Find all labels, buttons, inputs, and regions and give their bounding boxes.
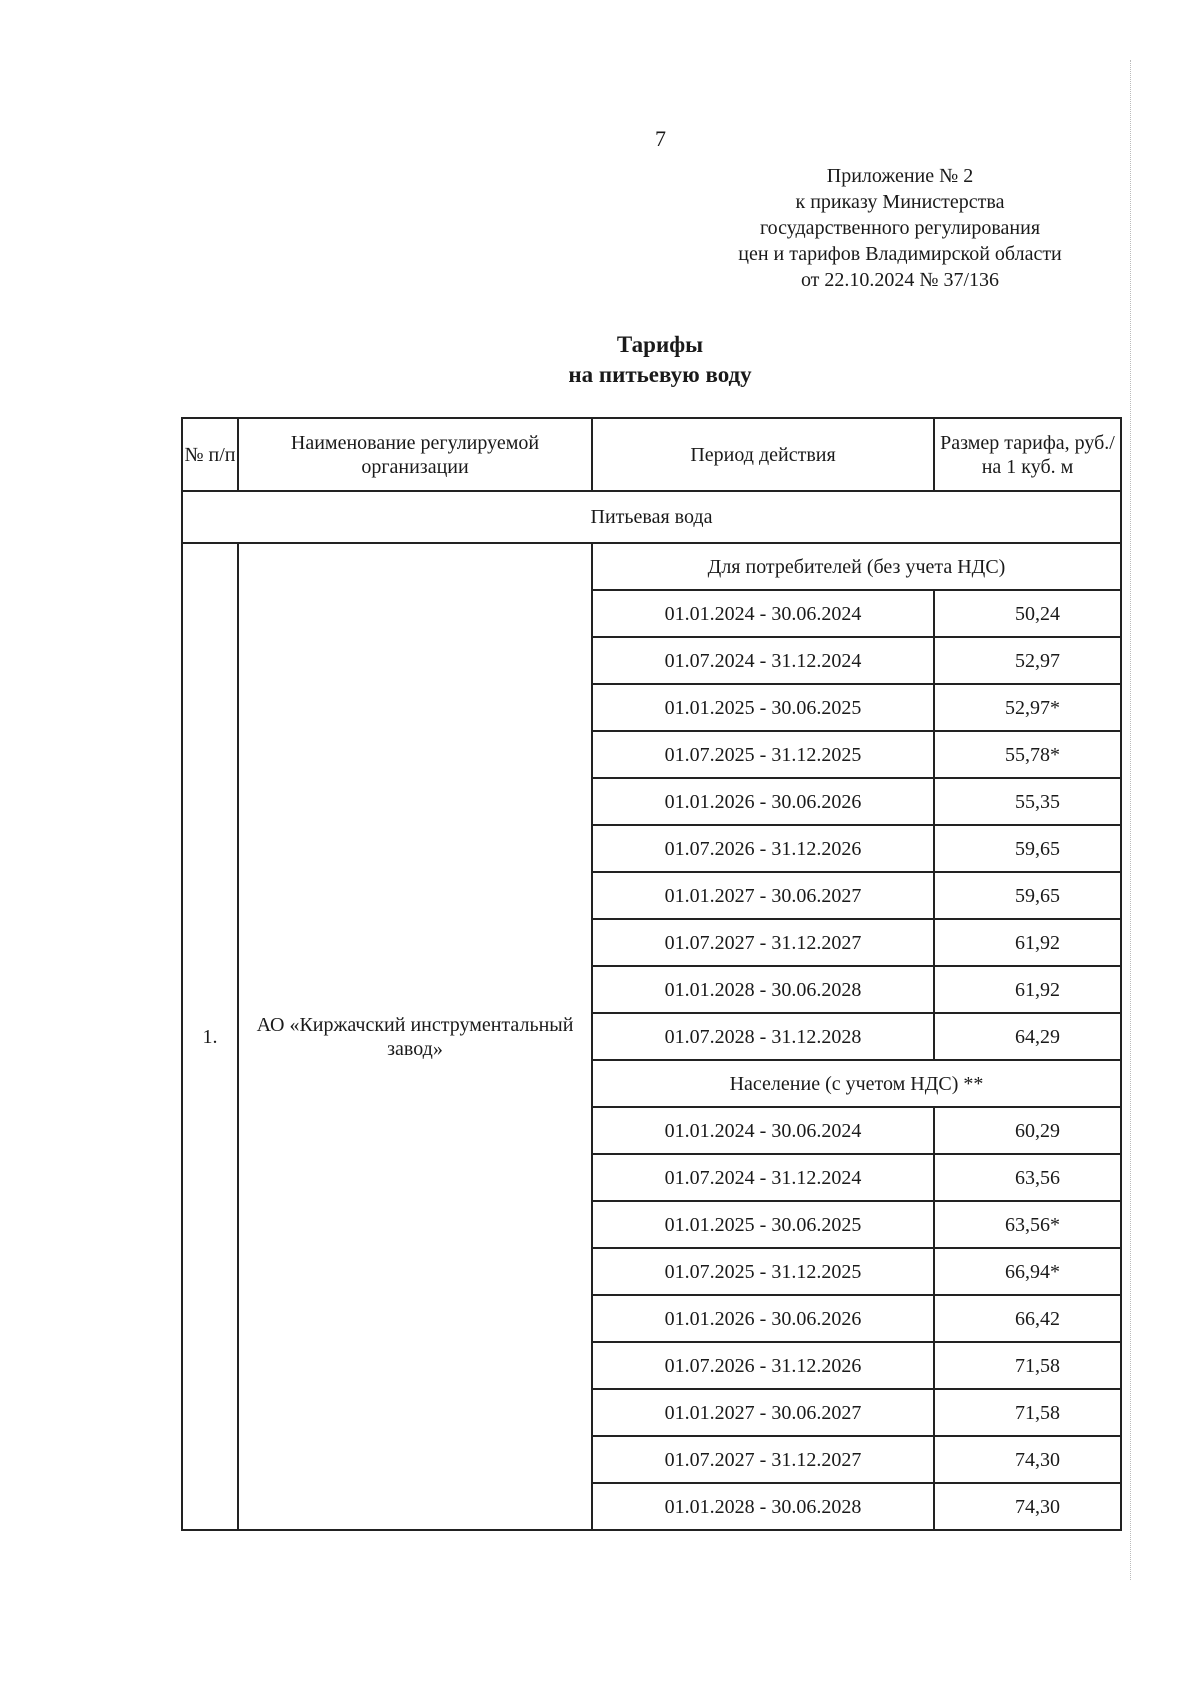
tariff-table xyxy=(181,417,1122,1531)
period-cell: 01.07.2024 - 31.12.2024 xyxy=(592,1154,934,1201)
tariff-value-cell: 61,92 xyxy=(934,966,1121,1013)
page-number: 7 xyxy=(655,126,666,151)
period-cell: 01.01.2024 - 30.06.2024 xyxy=(592,1107,934,1154)
tariff-value-cell: 52,97 xyxy=(934,637,1121,684)
period-cell: 01.01.2026 - 30.06.2026 xyxy=(592,778,934,825)
tariff-value-cell: 66,94* xyxy=(934,1248,1121,1295)
title-line: на питьевую воду xyxy=(568,362,752,387)
period-cell: 01.07.2027 - 31.12.2027 xyxy=(592,1436,934,1483)
header-org: Наименование регулируемой организации xyxy=(238,418,592,491)
period-cell: 01.01.2025 - 30.06.2025 xyxy=(592,684,934,731)
tariff-table-body xyxy=(182,418,1121,1530)
appendix-line: к приказу Министерства xyxy=(795,191,1005,213)
document-title xyxy=(420,330,900,390)
period-cell: 01.01.2025 - 30.06.2025 xyxy=(592,1201,934,1248)
title-line: Тарифы xyxy=(616,332,704,357)
tariff-value-cell: 55,78* xyxy=(934,731,1121,778)
tariff-value-cell: 64,29 xyxy=(934,1013,1121,1060)
period-cell: 01.07.2025 - 31.12.2025 xyxy=(592,1248,934,1295)
header-row xyxy=(182,418,1121,491)
period-cell: 01.07.2026 - 31.12.2026 xyxy=(592,825,934,872)
tariff-value-cell: 74,30 xyxy=(934,1483,1121,1530)
period-cell: 01.07.2024 - 31.12.2024 xyxy=(592,637,934,684)
tariff-value-cell: 61,92 xyxy=(934,919,1121,966)
tariff-value-cell: 50,24 xyxy=(934,590,1121,637)
appendix-header xyxy=(700,163,1100,293)
entry-number: 1. xyxy=(182,543,238,1530)
header-tariff: Размер тарифа, руб./на 1 куб. м xyxy=(934,418,1121,491)
period-cell: 01.07.2026 - 31.12.2026 xyxy=(592,1342,934,1389)
scan-margin-artifact xyxy=(1130,60,1133,1580)
period-cell: 01.01.2028 - 30.06.2028 xyxy=(592,966,934,1013)
organization-name: АО «Киржачский инструментальный завод» xyxy=(238,543,592,1530)
tariff-value-cell: 55,35 xyxy=(934,778,1121,825)
tariff-value-cell: 74,30 xyxy=(934,1436,1121,1483)
tariff-value-cell: 52,97* xyxy=(934,684,1121,731)
tariff-value-cell: 66,42 xyxy=(934,1295,1121,1342)
appendix-line: от 22.10.2024 № 37/136 xyxy=(800,269,1000,291)
appendix-line: цен и тарифов Владимирской области xyxy=(738,243,1062,265)
tariff-value-cell: 63,56 xyxy=(934,1154,1121,1201)
tariff-value-cell: 59,65 xyxy=(934,872,1121,919)
group-label: Население (с учетом НДС) ** xyxy=(592,1060,1121,1107)
period-cell: 01.07.2025 - 31.12.2025 xyxy=(592,731,934,778)
tariff-value-cell: 60,29 xyxy=(934,1107,1121,1154)
header-period: Период действия xyxy=(592,418,934,491)
section-title: Питьевая вода xyxy=(182,491,1121,543)
tariff-value-cell: 71,58 xyxy=(934,1342,1121,1389)
period-cell: 01.01.2028 - 30.06.2028 xyxy=(592,1483,934,1530)
group-label: Для потребителей (без учета НДС) xyxy=(592,543,1121,590)
tariff-value-cell: 59,65 xyxy=(934,825,1121,872)
section-row xyxy=(182,491,1121,543)
header-num: № п/п xyxy=(182,418,238,491)
period-cell: 01.07.2028 - 31.12.2028 xyxy=(592,1013,934,1060)
period-cell: 01.01.2024 - 30.06.2024 xyxy=(592,590,934,637)
appendix-line: государственного регулирования xyxy=(759,217,1041,239)
period-cell: 01.01.2027 - 30.06.2027 xyxy=(592,1389,934,1436)
group-header-row xyxy=(182,543,1121,590)
tariff-value-cell: 71,58 xyxy=(934,1389,1121,1436)
appendix-line: Приложение № 2 xyxy=(826,165,974,187)
period-cell: 01.07.2027 - 31.12.2027 xyxy=(592,919,934,966)
period-cell: 01.01.2027 - 30.06.2027 xyxy=(592,872,934,919)
tariff-value-cell: 63,56* xyxy=(934,1201,1121,1248)
period-cell: 01.01.2026 - 30.06.2026 xyxy=(592,1295,934,1342)
